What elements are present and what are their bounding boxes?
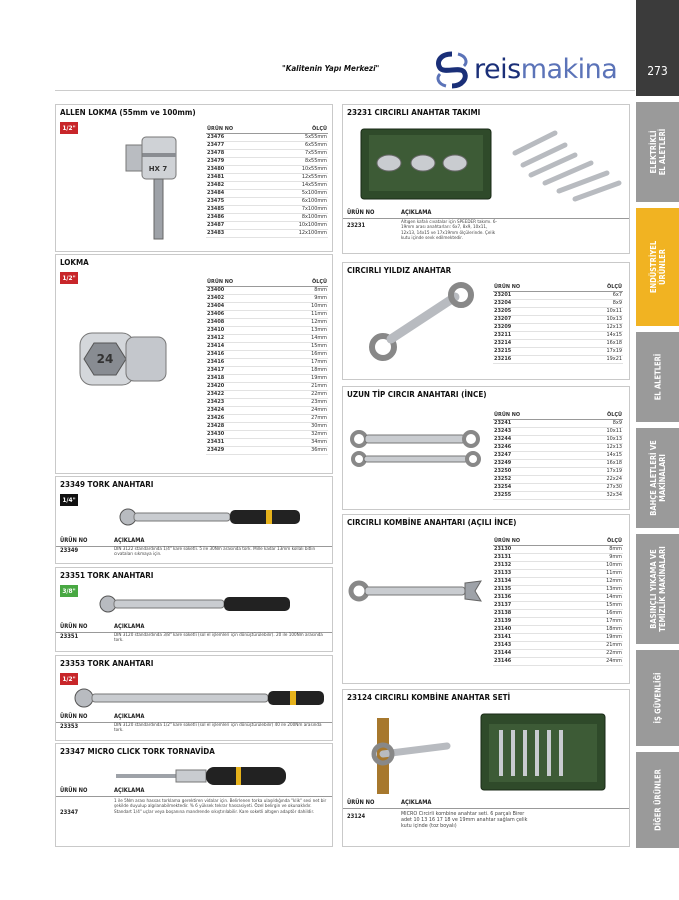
table-row <box>206 366 328 374</box>
product-size: 18mm <box>280 366 328 374</box>
tab-bahce[interactable]: BAHÇE ALETLERİ VE MAKİNALARI <box>636 428 679 528</box>
product-size: 10mm <box>572 561 623 569</box>
section-allen-lokma <box>55 104 333 252</box>
product-code: 23418 <box>206 374 280 382</box>
product-code: 23485 <box>206 205 265 213</box>
product-code: 23417 <box>206 366 280 374</box>
product-size: 12x55mm <box>265 173 328 181</box>
kombi-table: ÜRÜN NO ÖLÇÜ 23130 8mm 23131 9mm 23132 10mm 23133 11mm 23134 12mm 23135 13mm 23136 14mm 23137 15mm 23138 16mm 23139 17mm 23140 18mm 23141 19mm 23143 21mm 23144 22mm 23146 24mm <box>494 537 622 664</box>
product-size: 36mm <box>280 446 328 454</box>
lokma-table: ÜRÜN NO ÖLÇÜ 23400 8mm 23402 9mm 23404 10mm 23406 11mm 23408 12mm 23410 13mm 23412 14mm 23414 15mm 23416 16mm 23416 17mm 23417 18mm 23418 19mm 23420 21mm 23422 22mm 23423 23mm 23424 24mm 23426 27mm 23428 30mm 23430 32mm 23431 34mm 23429 36mm <box>207 278 327 453</box>
product-code: 23426 <box>206 414 280 422</box>
section-title: 23353 TORK ANAHTARI <box>60 659 154 668</box>
product-size: 32mm <box>280 430 328 438</box>
product-code: 23349 <box>60 548 79 554</box>
product-code: 23243 <box>493 427 573 435</box>
product-code: 23138 <box>493 609 572 617</box>
table-row <box>206 374 328 382</box>
desc-header: ÜRÜN NO AÇIKLAMA <box>56 624 332 633</box>
section-title: LOKMA <box>60 258 89 267</box>
section-title: 23347 MICRO CLICK TORK TORNAVİDA <box>60 747 215 756</box>
product-size: 24mm <box>280 406 328 414</box>
table-row <box>206 422 328 430</box>
product-size: 10x13 <box>573 315 623 323</box>
section-title: 23349 TORK ANAHTARI <box>60 480 154 489</box>
product-size: 34mm <box>280 438 328 446</box>
product-size: 21mm <box>572 641 623 649</box>
product-size: 10x100mm <box>265 221 328 229</box>
product-code: 23205 <box>493 307 573 315</box>
uzun-table: ÜRÜN NO ÖLÇÜ 23241 8x9 23243 10x11 23244 10x13 23246 12x13 23247 14x15 23249 16x18 23250 17x19 23252 22x24 23254 27x30 23255 32x34 <box>494 411 622 498</box>
tab-basincli[interactable]: BASINÇLI YIKAMA VE TEMİZLİK MAKİNALARI <box>636 534 679 644</box>
product-size: 17x19 <box>573 467 623 475</box>
section-title: ALLEN LOKMA (55mm ve 100mm) <box>60 108 196 117</box>
product-size: 24mm <box>572 657 623 665</box>
table-row <box>206 205 328 213</box>
product-code: 23216 <box>493 355 573 363</box>
table-row <box>493 355 623 363</box>
product-code: 23424 <box>206 406 280 414</box>
page-number: 273 <box>636 0 679 96</box>
table-row <box>493 553 623 561</box>
product-code: 23143 <box>493 641 572 649</box>
tab-elektrikli[interactable]: ELEKTRİKLİ EL ALETLERİ <box>636 102 679 202</box>
desc-header: ÜRÜN NO AÇIKLAMA <box>56 538 332 547</box>
table-row <box>493 443 623 451</box>
kombi-set-image <box>351 704 623 798</box>
product-code: 23144 <box>493 649 572 657</box>
product-code: 23480 <box>206 165 265 173</box>
product-size: 16mm <box>280 350 328 358</box>
section-lokma <box>55 254 333 474</box>
product-size: 13mm <box>280 326 328 334</box>
product-size: 10mm <box>280 302 328 310</box>
allen-socket-label: HX 7 <box>148 165 168 173</box>
table-row <box>493 419 623 427</box>
product-size: 14x15 <box>573 451 623 459</box>
product-code: 23475 <box>206 197 265 205</box>
table-row <box>206 197 328 205</box>
product-code: 23124 <box>347 814 366 820</box>
product-size: 12x13 <box>573 323 623 331</box>
torque-screwdriver-image <box>116 764 296 788</box>
tab-endustriyel[interactable]: ENDÜSTRİYEL ÜRÜNLER <box>636 208 679 326</box>
drive-size-tag: 1/2" <box>60 272 78 284</box>
product-code: 23428 <box>206 422 280 430</box>
product-size: 12mm <box>572 577 623 585</box>
product-size: 8x100mm <box>265 213 328 221</box>
table-row <box>206 342 328 350</box>
product-code: 23408 <box>206 318 280 326</box>
table-row <box>493 569 623 577</box>
product-code: 23204 <box>493 299 573 307</box>
section-yildiz <box>342 262 630 380</box>
section-kombi-set <box>342 689 630 847</box>
section-tork-23353 <box>55 655 333 741</box>
product-size: 11mm <box>280 310 328 318</box>
product-size: 14mm <box>280 334 328 342</box>
product-code: 23347 <box>60 810 79 816</box>
product-size: 17mm <box>280 358 328 366</box>
logo <box>432 52 622 88</box>
product-code: 23136 <box>493 593 572 601</box>
product-size: 10x11 <box>573 427 623 435</box>
table-row <box>493 577 623 585</box>
product-code: 23134 <box>493 577 572 585</box>
product-code: 23252 <box>493 475 573 483</box>
product-size: 7x55mm <box>265 149 328 157</box>
product-code: 23429 <box>206 446 280 454</box>
product-code: 23214 <box>493 339 573 347</box>
product-code: 23135 <box>493 585 572 593</box>
product-code: 23423 <box>206 398 280 406</box>
table-row <box>206 438 328 446</box>
section-title: CIRCIRLI YILDIZ ANAHTAR <box>347 266 452 275</box>
product-code: 23201 <box>493 291 573 299</box>
product-size: 13mm <box>572 585 623 593</box>
product-code: 23484 <box>206 189 265 197</box>
product-code: 23412 <box>206 334 280 342</box>
product-code: 23482 <box>206 181 265 189</box>
table-row <box>206 398 328 406</box>
socket-size-label: 24 <box>96 352 114 366</box>
product-size: 8mm <box>280 286 328 294</box>
table-row <box>493 625 623 633</box>
product-description: MICRO Circirli kombine anahtar seti. 6 parçalı Birer adet 10 13 16 17 18 ve 19mm anahtar sağlam çelik kutu içinde (toz boyalı) <box>401 811 528 830</box>
product-size: 9mm <box>572 553 623 561</box>
table-row <box>493 459 623 467</box>
product-size: 12x100mm <box>265 229 328 237</box>
product-size: 8x9 <box>573 299 623 307</box>
product-size: 8mm <box>572 545 623 553</box>
tab-is-guvenligi[interactable]: İŞ GÜVENLİĞİ <box>636 650 679 746</box>
table-row <box>493 331 623 339</box>
header-divider <box>55 90 635 91</box>
product-size: 16mm <box>572 609 623 617</box>
product-size: 16x18 <box>573 459 623 467</box>
product-code: 23353 <box>60 724 79 730</box>
product-size: 22mm <box>280 390 328 398</box>
table-row <box>493 641 623 649</box>
table-row <box>493 609 623 617</box>
section-23231-set <box>342 104 630 254</box>
table-row <box>206 157 328 165</box>
desc-header: ÜRÜN NO AÇIKLAMA <box>343 210 629 219</box>
table-row <box>493 593 623 601</box>
allen-table: ÜRÜN NO ÖLÇÜ 23476 5x55mm 23477 6x55mm 23478 7x55mm 23479 8x55mm 23480 10x55mm 23481 12x55mm 23482 14x55mm 23484 5x100mm 23475 6x100mm 23485 7x100mm 23486 8x100mm 23487 10x100mm 23483 12x100mm <box>207 125 327 236</box>
product-size: 9mm <box>280 294 328 302</box>
product-code: 23137 <box>493 601 572 609</box>
table-row <box>493 451 623 459</box>
product-code: 23215 <box>493 347 573 355</box>
product-size: 8x55mm <box>265 157 328 165</box>
product-code: 23140 <box>493 625 572 633</box>
product-description: DIN 3120 standardında 3/8" kare soketli (sol el işlemleri için dönüştürülebilir). 20 ile 100Nm arasında tork. <box>114 633 323 644</box>
table-row <box>493 347 623 355</box>
product-code: 23402 <box>206 294 280 302</box>
product-size: 30mm <box>280 422 328 430</box>
table-row <box>206 149 328 157</box>
product-code: 23141 <box>493 633 572 641</box>
product-code: 23478 <box>206 149 265 157</box>
product-size: 16x18 <box>573 339 623 347</box>
logo-mark-icon <box>432 52 472 88</box>
product-code: 23481 <box>206 173 265 181</box>
product-code: 23132 <box>493 561 572 569</box>
yildiz-table: ÜRÜN NO ÖLÇÜ 23201 6x7 23204 8x9 23205 10x11 23207 10x13 23209 12x13 23211 14x15 23214 16x18 23215 17x19 23216 19x21 <box>494 283 622 362</box>
table-row <box>206 334 328 342</box>
table-row <box>493 649 623 657</box>
product-size: 21mm <box>280 382 328 390</box>
product-size: 27mm <box>280 414 328 422</box>
product-code: 23255 <box>493 491 573 499</box>
product-size: 22x24 <box>573 475 623 483</box>
product-size: 22mm <box>572 649 623 657</box>
drive-size-tag: 1/2" <box>60 122 78 134</box>
table-row <box>206 286 328 294</box>
ratchet-set-image <box>355 123 625 207</box>
product-code: 23431 <box>206 438 280 446</box>
slogan: "Kalitenin Yapı Merkezi" <box>282 64 380 73</box>
table-row <box>493 545 623 553</box>
table-row <box>493 427 623 435</box>
product-size: 12mm <box>280 318 328 326</box>
table-row <box>206 221 328 229</box>
product-size: 6x55mm <box>265 141 328 149</box>
product-code: 23422 <box>206 390 280 398</box>
table-row <box>206 326 328 334</box>
table-row <box>206 350 328 358</box>
table-row <box>493 657 623 665</box>
table-row <box>493 323 623 331</box>
product-size: 27x30 <box>573 483 623 491</box>
product-code: 23477 <box>206 141 265 149</box>
table-row <box>206 430 328 438</box>
product-code: 23241 <box>493 419 573 427</box>
table-row <box>206 229 328 237</box>
table-row <box>493 339 623 347</box>
table-row <box>493 291 623 299</box>
product-size: 12x13 <box>573 443 623 451</box>
product-size: 17mm <box>572 617 623 625</box>
section-title: 23124 CIRCIRLI KOMBİNE ANAHTAR SETİ <box>347 693 511 702</box>
section-title: UZUN TİP CIRCIR ANAHTARI (İNCE) <box>347 390 487 399</box>
product-code: 23209 <box>493 323 573 331</box>
product-size: 11mm <box>572 569 623 577</box>
torque-wrench-image <box>116 505 316 529</box>
product-size: 15mm <box>280 342 328 350</box>
table-row <box>206 310 328 318</box>
drive-size-tag: 3/8" <box>60 585 78 597</box>
table-row <box>206 213 328 221</box>
product-code: 23476 <box>206 133 265 141</box>
table-row <box>206 358 328 366</box>
table-row <box>493 435 623 443</box>
product-code: 23130 <box>493 545 572 553</box>
table-row <box>493 315 623 323</box>
table-row <box>206 302 328 310</box>
product-description: DIN 3120 standardında 1/2" kare soketli (sol el işlemleri için dönüştürülebilir) 40 ile 200Nm arasında tork. <box>114 723 322 734</box>
section-title: CIRCIRLI KOMBİNE ANAHTARI (AÇILI İNCE) <box>347 518 517 527</box>
product-size: 5x100mm <box>265 189 328 197</box>
table-row <box>206 446 328 454</box>
table-row <box>493 561 623 569</box>
section-tork-23351 <box>55 567 333 652</box>
product-size: 10x13 <box>573 435 623 443</box>
table-row <box>206 406 328 414</box>
product-size: 23mm <box>280 398 328 406</box>
product-code: 23351 <box>60 634 79 640</box>
desc-header: ÜRÜN NO AÇIKLAMA <box>56 788 332 797</box>
product-code: 23416 <box>206 358 280 366</box>
product-description: 1 ile 5Nm arası hassas torklama gerektiren vidalar için. Belirlenen torka ulaşıldığında "klik" sesi net bir şekilde duyulup algılanabilmektedir. % 6 yüksek tekrar hassasiyeti. Özel belirgin ve okunaklıdır. Standart 1/4" uçlar veya boşanına mandrende sıkıştırılabilir. Kare soketli altıgen adaptör dahildir. <box>114 799 327 815</box>
drive-size-tag: 1/2" <box>60 673 78 685</box>
combination-wrench-image <box>349 573 489 613</box>
product-code: 23246 <box>493 443 573 451</box>
product-code: 23406 <box>206 310 280 318</box>
drive-size-tag: 1/4" <box>60 494 78 506</box>
table-row <box>206 294 328 302</box>
table-row <box>493 601 623 609</box>
product-code: 23487 <box>206 221 265 229</box>
table-row <box>206 390 328 398</box>
product-size: 7x100mm <box>265 205 328 213</box>
brand-name: reismakina <box>474 54 618 85</box>
section-uzun-tip <box>342 386 630 510</box>
allen-socket-image <box>114 135 194 245</box>
product-size: 10x11 <box>573 307 623 315</box>
table-row <box>206 165 328 173</box>
product-code: 23410 <box>206 326 280 334</box>
product-code: 23247 <box>493 451 573 459</box>
product-size: 14x15 <box>573 331 623 339</box>
product-size: 5x55mm <box>265 133 328 141</box>
section-kombi <box>342 514 630 684</box>
product-code: 23131 <box>493 553 572 561</box>
torque-wrench-image <box>96 592 296 616</box>
product-size: 18mm <box>572 625 623 633</box>
table-row <box>493 475 623 483</box>
table-row <box>493 299 623 307</box>
product-code: 23249 <box>493 459 573 467</box>
long-ratchet-image <box>351 427 491 467</box>
torque-wrench-image <box>70 686 330 710</box>
socket-image <box>76 325 176 395</box>
product-size: 14mm <box>572 593 623 601</box>
table-row <box>493 633 623 641</box>
product-code: 23420 <box>206 382 280 390</box>
product-size: 15mm <box>572 601 623 609</box>
section-title: 23231 CIRCIRLI ANAHTAR TAKIMI <box>347 108 481 117</box>
table-row <box>493 467 623 475</box>
table-row <box>206 173 328 181</box>
table-row <box>206 382 328 390</box>
table-row <box>206 141 328 149</box>
product-code: 23430 <box>206 430 280 438</box>
tab-diger[interactable]: DİĞER ÜRÜNLER <box>636 752 679 848</box>
table-row <box>206 189 328 197</box>
product-size: 10x55mm <box>265 165 328 173</box>
tab-el-aletleri[interactable]: EL ALETLERİ <box>636 332 679 422</box>
product-size: 6x100mm <box>265 197 328 205</box>
table-row <box>493 617 623 625</box>
product-code: 23139 <box>493 617 572 625</box>
table-row <box>493 585 623 593</box>
product-size: 14x55mm <box>265 181 328 189</box>
product-code: 23479 <box>206 157 265 165</box>
product-code: 23483 <box>206 229 265 237</box>
product-code: 23404 <box>206 302 280 310</box>
product-code: 23250 <box>493 467 573 475</box>
desc-header: ÜRÜN NO AÇIKLAMA <box>56 714 332 723</box>
product-code: 23414 <box>206 342 280 350</box>
desc-header: ÜRÜN NO AÇIKLAMA <box>343 800 629 809</box>
table-row <box>493 491 623 499</box>
product-code: 23146 <box>493 657 572 665</box>
product-code: 23400 <box>206 286 280 294</box>
product-description: Altıgen kafalı cıvatalar için SPEEDER takımı. 6-19mm arası anahtarları: 6x7, 8x9, 10x11, 12x13, 14x15 ve 17x19mm ölçülerinde. Çelik kutu içinde sevk edilmektedir. <box>401 220 497 241</box>
table-row <box>206 414 328 422</box>
product-code: 23254 <box>493 483 573 491</box>
product-code: 23211 <box>493 331 573 339</box>
section-title: 23351 TORK ANAHTARI <box>60 571 154 580</box>
section-micro-click <box>55 743 333 847</box>
table-row <box>493 483 623 491</box>
product-size: 19mm <box>280 374 328 382</box>
product-code: 23207 <box>493 315 573 323</box>
product-size: 19mm <box>572 633 623 641</box>
product-description: DIN 3122 standardında 1/4" kare soketli. 5 ile 30Nm arasında tork. Mille kadar 13mm kollalı bitlin cıvataları sıkmaya için. <box>114 547 316 558</box>
table-row <box>206 133 328 141</box>
product-code: 23231 <box>347 223 366 229</box>
table-row <box>206 318 328 326</box>
product-code: 23416 <box>206 350 280 358</box>
product-size: 32x34 <box>573 491 623 499</box>
product-size: 8x9 <box>573 419 623 427</box>
table-row <box>493 307 623 315</box>
table-row <box>206 181 328 189</box>
section-tork-23349 <box>55 476 333 564</box>
ring-spanner-image <box>365 283 485 363</box>
product-code: 23244 <box>493 435 573 443</box>
product-size: 17x19 <box>573 347 623 355</box>
product-size: 6x7 <box>573 291 623 299</box>
product-size: 19x21 <box>573 355 623 363</box>
product-code: 23133 <box>493 569 572 577</box>
product-code: 23486 <box>206 213 265 221</box>
